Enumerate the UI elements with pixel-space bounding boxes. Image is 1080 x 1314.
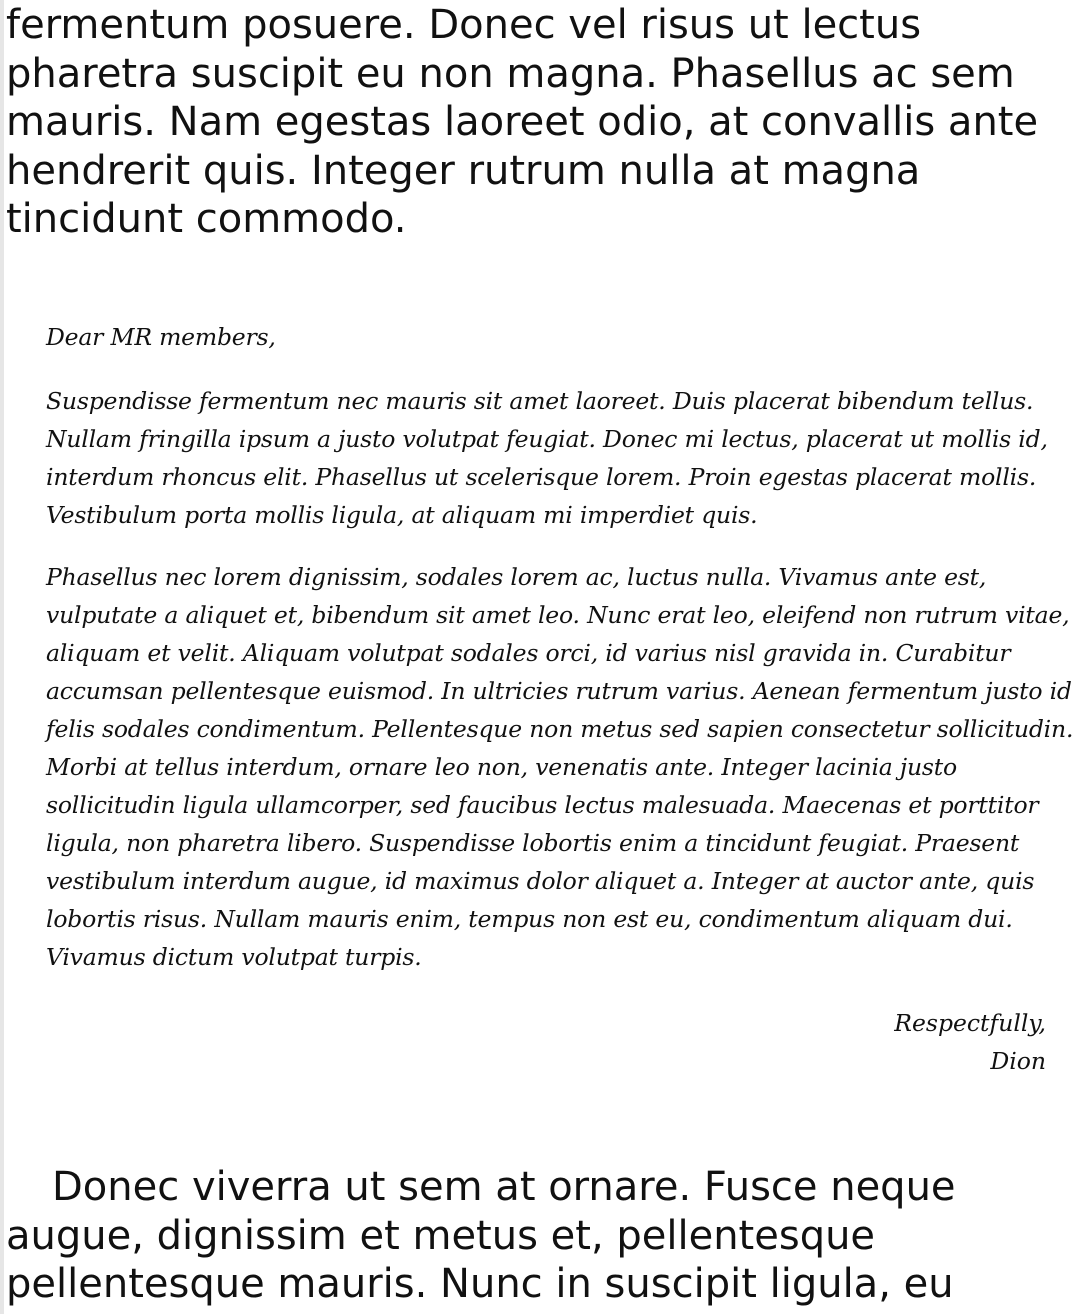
letter-paragraph-1: Suspendisse fermentum nec mauris sit amet laoreet. Duis placerat bibendum tellus. Nullam fringilla ipsum a justo volutpat feugiat. Donec mi lectus, placerat ut mollis id, interdum rhoncus elit. Phasellus ut scelerisque lorem. Proin egestas placerat mollis. Vestibulum porta mollis ligula, at aliquam mi imperdiet quis. — [46, 387, 1048, 529]
letter-salutation: Dear MR members, — [46, 323, 276, 351]
letter-closing: Respectfully, — [894, 1009, 1046, 1037]
page-left-border — [0, 0, 4, 1314]
letter-closing-block — [894, 1004, 1046, 1080]
top-body-paragraph: fermentum posuere. Donec vel risus ut lectus pharetra suscipit eu non magna. Phasellus ac sem mauris. Nam egestas laoreet odio, at convallis ante hendrerit quis. Integer rutrum nulla at magna tincidunt commodo. — [6, 2, 1039, 242]
letter-paragraph-2: Phasellus nec lorem dignissim, sodales lorem ac, luctus nulla. Vivamus ante est, vulputate a aliquet et, bibendum sit amet leo. Nunc erat leo, eleifend non rutrum vitae, aliquam et velit. Aliquam volutpat sodales orci, id varius nisl gravida in. Curabitur accumsan pellentesque euismod. In ultricies rutrum varius. Aenean fermentum justo id felis sodales condimentum. Pellentesque non metus sed sapien consectetur sollicitudin. Morbi at tellus interdum, ornare leo non, venenatis ante. Integer lacinia justo sollicitudin ligula ullamcorper, sed faucibus lectus malesuada. Maecenas et porttitor ligula, non pharetra libero. Suspendisse lobortis enim a tincidunt feugiat. Praesent vestibulum interdum augue, id maximus dolor aliquet a. Integer at auctor ante, quis lobortis risus. Nullam mauris enim, tempus non est eu, condimentum aliquam dui. Vivamus dictum volutpat turpis. — [46, 563, 1074, 971]
bottom-body-paragraph-text: Donec viverra ut sem at ornare. Fusce neque augue, dignissim et metus et, pellentesque pellentesque mauris. Nunc in suscipit ligula, eu — [6, 1164, 956, 1307]
letter-block — [46, 318, 1080, 1000]
bottom-body-paragraph — [6, 1163, 1066, 1309]
letter-signature: Dion — [990, 1047, 1046, 1075]
